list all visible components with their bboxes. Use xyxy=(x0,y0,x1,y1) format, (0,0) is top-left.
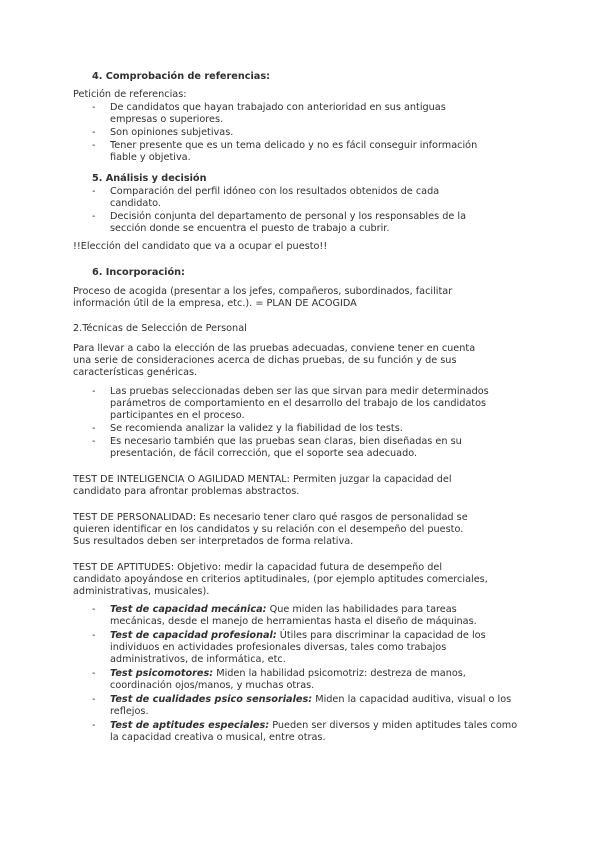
bullet-text: Son opiniones subjetivas. xyxy=(110,127,234,138)
bullet-text: fiable y objetiva. xyxy=(110,152,191,163)
bullet-text: Comparación del perfil idóneo con los resultados obtenidos de cada xyxy=(110,186,440,197)
section-heading: 4. Comprobación de referencias: xyxy=(92,71,270,82)
test-label: TEST DE INTELIGENCIA O AGILIDAD MENTAL: xyxy=(73,474,290,485)
paragraph: TEST DE PERSONALIDAD: Es necesario tener claro qué rasgos de personalidad se xyxy=(73,512,468,523)
test-type-label: Test psicomotores: xyxy=(110,668,214,679)
bullet-text: la capacidad creativa o musical, entre otras. xyxy=(110,732,326,743)
section-heading: 6. Incorporación: xyxy=(92,267,185,278)
bullet-text: parámetros de comportamiento en el desarrollo del trabajo de los candidatos xyxy=(110,398,487,409)
bullet-text: participantes en el proceso. xyxy=(110,410,245,421)
bullet-text: De candidatos que hayan trabajado con anterioridad en sus antiguas xyxy=(110,102,446,113)
bullet-dash: - xyxy=(92,211,96,222)
bullet-text: Test de capacidad mecánica: Que miden las habilidades para tareas xyxy=(110,604,457,615)
bullet-text: Test de capacidad profesional: Útiles para discriminar la capacidad de los xyxy=(110,630,486,641)
paragraph: Petición de referencias: xyxy=(73,89,187,100)
paragraph: !!Elección del candidato que va a ocupar el puesto!! xyxy=(73,241,328,252)
paragraph: Para llevar a cabo la elección de las pruebas adecuadas, conviene tener en cuenta xyxy=(73,343,476,354)
bullet-text: Tener presente que es un tema delicado y no es fácil conseguir información xyxy=(110,140,478,151)
paragraph: información útil de la empresa, etc.). = PLAN DE ACOGIDA xyxy=(73,298,357,309)
bullet-text: Test de aptitudes especiales: Pueden ser diversos y miden aptitudes tales como xyxy=(110,720,518,731)
test-type-label: Test de capacidad mecánica: xyxy=(110,604,267,615)
paragraph: candidato apoyándose en criterios aptitudinales, (por ejemplo aptitudes comerciales, xyxy=(73,574,488,585)
bullet-dash: - xyxy=(92,102,96,113)
bullet-text: individuos en actividades profesionales diversas, tales como trabajos xyxy=(110,642,447,653)
bullet-text: mecánicas, desde el manejo de herramientas hasta el diseño de máquinas. xyxy=(110,616,477,627)
paragraph: Proceso de acogida (presentar a los jefes, compañeros, subordinados, facilitar xyxy=(73,286,453,297)
bullet-text: empresas o superiores. xyxy=(110,114,224,125)
bullet-text: Las pruebas seleccionadas deben ser las que sirvan para medir determinados xyxy=(110,386,489,397)
paragraph: características genéricas. xyxy=(73,367,198,378)
paragraph: una serie de consideraciones acerca de dichas pruebas, de su función y de sus xyxy=(73,355,457,366)
bullet-dash: - xyxy=(92,140,96,151)
paragraph: candidato para afrontar problemas abstractos. xyxy=(73,486,300,497)
bullet-text: Se recomienda analizar la validez y la fiabilidad de los tests. xyxy=(110,423,403,434)
bullet-text: Test de cualidades psico sensoriales: Miden la capacidad auditiva, visual o los xyxy=(110,694,512,705)
paragraph: Sus resultados deben ser interpretados de forma relativa. xyxy=(73,536,354,547)
test-type-label: Test de aptitudes especiales: xyxy=(110,720,270,731)
bullet-text: Decisión conjunta del departamento de personal y los responsables de la xyxy=(110,211,467,222)
bullet-text: reflejos. xyxy=(110,706,149,717)
bullet-dash: - xyxy=(92,720,96,731)
section-heading: 2.Técnicas de Selección de Personal xyxy=(73,323,247,334)
section-heading: 5. Análisis y decisión xyxy=(92,173,207,184)
paragraph: administrativas, musicales). xyxy=(73,586,210,597)
bullet-text: candidato. xyxy=(110,198,161,209)
bullet-dash: - xyxy=(92,694,96,705)
bullet-dash: - xyxy=(92,604,96,615)
test-type-label: Test de capacidad profesional: xyxy=(110,630,277,641)
bullet-text: sección donde se encuentra el puesto de trabajo a cubrir. xyxy=(110,223,390,234)
bullet-text: Es necesario también que las pruebas sean claras, bien diseñadas en su xyxy=(110,436,462,447)
bullet-dash: - xyxy=(92,127,96,138)
bullet-dash: - xyxy=(92,386,96,397)
bullet-text: administrativos, de informática, etc. xyxy=(110,654,286,665)
paragraph: TEST DE INTELIGENCIA O AGILIDAD MENTAL: Permiten juzgar la capacidad del xyxy=(73,474,452,485)
paragraph: quieren identificar en los candidatos y su relación con el desempeño del puesto. xyxy=(73,524,464,535)
bullet-dash: - xyxy=(92,423,96,434)
bullet-dash: - xyxy=(92,668,96,679)
bullet-text: Test psicomotores: Miden la habilidad psicomotriz: destreza de manos, xyxy=(110,668,466,679)
bullet-text: coordinación ojos/manos, y muchas otras. xyxy=(110,680,315,691)
test-type-label: Test de cualidades psico sensoriales: xyxy=(110,694,313,705)
bullet-dash: - xyxy=(92,186,96,197)
test-label: TEST DE PERSONALIDAD: xyxy=(73,512,197,523)
bullet-dash: - xyxy=(92,436,96,447)
paragraph: TEST DE APTITUDES: Objetivo: medir la capacidad futura de desempeño del xyxy=(73,562,443,573)
bullet-text: presentación, de fácil corrección, que el soporte sea adecuado. xyxy=(110,448,418,459)
test-label: TEST DE APTITUDES: xyxy=(73,562,175,573)
bullet-dash: - xyxy=(92,630,96,641)
